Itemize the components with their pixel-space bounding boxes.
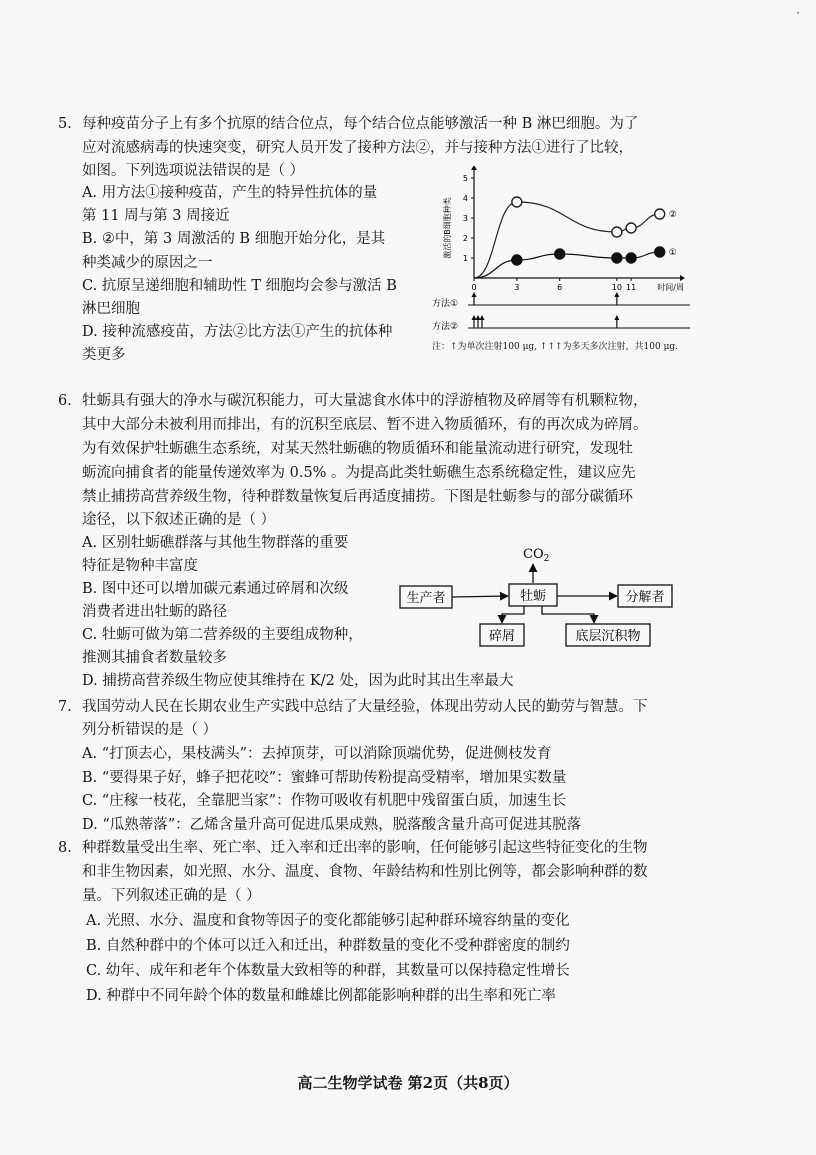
x-tick-label: 3: [514, 283, 520, 292]
y-axis-title: 激活的B细胞种类: [443, 197, 452, 259]
option-b-cont: 消费者进出牡蛎的路径: [82, 604, 227, 620]
carbon-cycle-diagram: [396, 540, 686, 650]
question-stem-line: 如图。下列选项说法错误的是（ ）: [82, 163, 305, 179]
option-b: B. 图中还可以增加碳元素通过碎屑和次级: [82, 581, 349, 597]
option-a: A. 区别牡蛎礁群落与其他生物群落的重要: [82, 535, 349, 551]
option-a: A. 用方法①接种疫苗，产生的特异性抗体的量: [82, 185, 378, 201]
data-point: [626, 253, 636, 263]
option-d: D. 接种流感疫苗，方法②比方法①产生的抗体种: [82, 324, 393, 340]
question-number: 6.: [58, 393, 72, 409]
option-d: D. “瓜熟蒂落”：乙烯含量升高可促进瓜果成熟，脱落酸含量升高可促进其脱落: [82, 817, 582, 833]
method-label: 方法①: [432, 299, 459, 309]
x-tick-label: 6: [557, 283, 563, 292]
method-label: 方法②: [432, 322, 459, 332]
option-d: D. 种群中不同年龄个体的数量和雌雄比例都能影响种群的出生率和死亡率: [86, 988, 556, 1004]
b-cell-chart: [428, 166, 690, 336]
option-b: B. ②中，第 3 周激活的 B 细胞开始分化，是其: [82, 231, 386, 247]
y-tick-label: 4: [462, 194, 468, 203]
injection-arrowhead: [614, 315, 619, 320]
question-stem-line: 其中大部分未被利用而排出，有的沉积至底层、暂不进入物质循环，有的再次成为碎屑。: [82, 417, 648, 433]
question-stem-line: 种群数量受出生率、死亡率、迁入率和迁出率的影响，任何能够引起这些特征变化的生物: [82, 840, 648, 856]
data-point: [555, 249, 565, 259]
data-point: [655, 247, 665, 257]
x-axis-title: 时间/周: [657, 283, 684, 292]
option-c-cont: 淋巴细胞: [82, 301, 140, 317]
x-axis-arrowhead: [680, 275, 685, 281]
injection-arrowhead: [472, 292, 477, 297]
option-a-cont: 第 11 周与第 3 周接近: [82, 208, 230, 224]
decomposer-label: 分解者: [625, 590, 665, 605]
option-c: C. 幼年、成年和老年个体数量大致相等的种群，其数量可以保持稳定性增长: [86, 963, 570, 979]
option-a-cont: 特征是物种丰富度: [82, 558, 198, 574]
option-c: C. “庄稼一枝花，全靠肥当家”：作物可吸收有机肥中残留蛋白质，加速生长: [82, 793, 567, 809]
question-stem-line: 每种疫苗分子上有多个抗原的结合位点，每个结合位点能够激活一种 B 淋巴细胞。为了: [82, 116, 639, 132]
data-point: [626, 223, 636, 233]
question-stem-line: 牡蛎具有强大的净水与碳沉积能力，可大量滤食水体中的浮游植物及碎屑等有机颗粒物，: [82, 393, 648, 409]
question-stem-line: 蛎流向捕食者的能量传递效率为 0.5% 。为提高此类牡蛎礁生态系统稳定性，建议应先: [82, 465, 636, 481]
y-tick-label: 3: [462, 214, 468, 223]
question-number: 5.: [58, 116, 72, 132]
question-stem-line: 应对流感病毒的快速突变，研究人员开发了接种方法②，并与接种方法①进行了比较，: [82, 140, 633, 156]
corner-mark: ·: [796, 6, 800, 20]
question-stem-line: 禁止捕捞高营养级生物，待种群数量恢复后再适度捕捞。下图是牡蛎参与的部分碳循环: [82, 489, 633, 505]
y-tick-label: 5: [462, 174, 468, 183]
option-b-cont: 种类减少的原因之一: [82, 255, 213, 271]
y-tick-label: 2: [462, 234, 468, 243]
x-tick-label: 11: [626, 283, 637, 292]
data-point: [512, 255, 522, 265]
question-stem-line: 量。下列叙述正确的是（ ）: [82, 888, 261, 904]
option-b: B. 自然种群中的个体可以迁入和迁出，种群数量的变化不受种群密度的制约: [86, 938, 570, 954]
data-point: [612, 253, 622, 263]
question-number: 7.: [58, 699, 72, 715]
series-line: [474, 202, 660, 278]
question-stem-line: 为有效保护牡蛎礁生态系统，对某天然牡蛎礁的物质循环和能量流动进行研究，发现牡: [82, 441, 633, 457]
x-tick-label: 10: [611, 283, 622, 292]
x-tick-label: 0: [471, 283, 477, 292]
producer-label: 生产者: [406, 591, 446, 606]
option-b: B. “要得果子好，蜂子把花咬”：蜜蜂可帮助传粉提高受精率，增加果实数量: [82, 770, 567, 786]
chart-note: 注：↑为单次注射100 μg, ↑↑↑为多天多次注射，共100 μg.: [432, 342, 679, 352]
oyster-label: 牡蛎: [519, 589, 547, 604]
data-point: [655, 209, 665, 219]
co2-label: $CO_2$: [523, 547, 550, 564]
option-d: D. 捕捞高营养级生物应使其维持在 K/2 处，因为此时其出生率最大: [82, 673, 514, 689]
injection-arrowhead: [480, 315, 485, 320]
question-stem-line: 和非生物因素，如光照、水分、温度、食物、年龄结构和性别比例等，都会影响种群的数: [82, 864, 648, 880]
injection-arrowhead: [614, 292, 619, 297]
y-axis-arrowhead: [471, 166, 477, 170]
option-c-cont: 推测其捕食者数量较多: [82, 650, 227, 666]
data-point: [612, 227, 622, 237]
question-stem-line: 途径，以下叙述正确的是（ ）: [82, 512, 276, 528]
series-label: ②: [668, 210, 677, 220]
y-tick-label: 1: [462, 254, 468, 263]
question-number: 8.: [58, 840, 72, 856]
page-footer: 高二生物学试卷 第2页（共8页）: [297, 1074, 519, 1092]
option-d-cont: 类更多: [82, 347, 126, 363]
question-stem-line: 列分析错误的是（ ）: [82, 722, 218, 738]
injection-arrowhead: [476, 315, 481, 320]
series-label: ①: [668, 248, 677, 258]
detritus-label: 碎屑: [488, 629, 516, 644]
sediment-label: 底层沉积物: [575, 629, 641, 644]
option-c: C. 牡蛎可做为第二营养级的主要组成物种，: [82, 627, 363, 643]
option-a: A. 光照、水分、温度和食物等因子的变化都能够引起种群环境容纳量的变化: [86, 913, 570, 929]
option-a: A. “打顶去心，果枝满头”：去掉顶芽，可以消除顶端优势，促进侧枝发育: [82, 746, 552, 762]
question-stem-line: 我国劳动人民在长期农业生产实践中总结了大量经验，体现出劳动人民的勤劳与智慧。下: [82, 699, 648, 715]
option-c: C. 抗原呈递细胞和辅助性 T 细胞均会参与激活 B: [82, 278, 397, 294]
data-point: [512, 197, 522, 207]
injection-arrowhead: [472, 315, 477, 320]
